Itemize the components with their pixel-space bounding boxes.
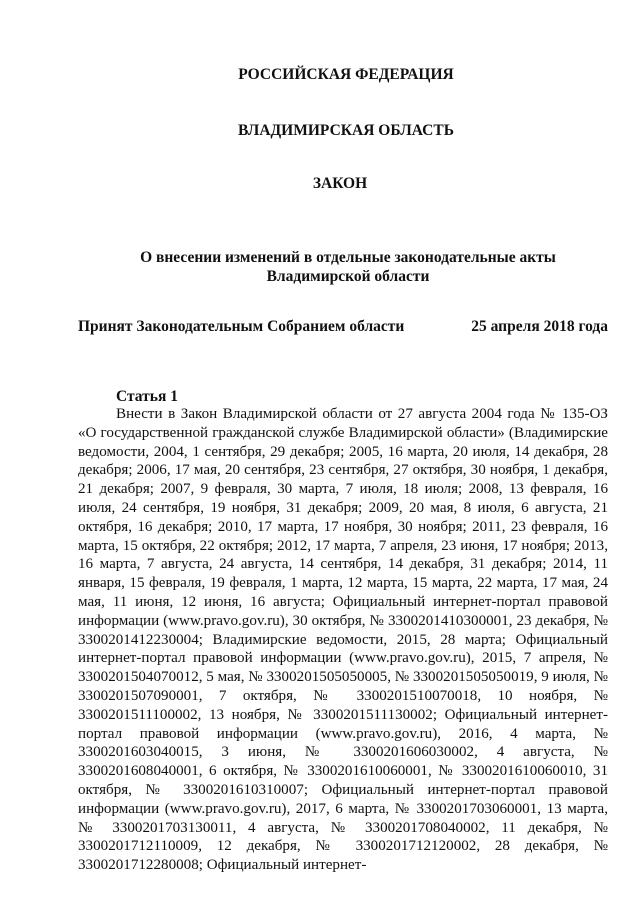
country-heading: РОССИЙСКАЯ ФЕДЕРАЦИЯ [238,66,454,83]
law-title-line-1: О внесении изменений в отдельные законодательные акты [140,249,556,266]
doc-type-heading: ЗАКОН [312,175,368,192]
adopted-date: 25 апреля 2018 года [471,318,608,335]
article-text: Внести в Закон Владимирской области от 27 августа 2004 года № 135-ОЗ «О государственной гражданской службе Владимирской области» (Владимирские ведомости, 2004, 1 сентября, 29 декабря; 2005, 16 марта, 20 июля, 14 декабря, 28 декабря; 2006, 17 мая, 20 сентября, 23 сентября, 27 октября, 30 ноября, 1 декабря, 21 декабря; 2007, 9 февраля, 30 марта, 7 июля, 18 июля; 2008, 13 февраля, 16 июля, 24 сентября, 19 ноября, 31 декабря; 2009, 20 мая, 8 июля, 6 августа, 21 октября, 16 декабря; 2010, 17 марта, 17 ноября, 30 ноября; 2011, 23 февраля, 16 марта, 15 октября, 22 октября; 2012, 17 марта, 7 апреля, 23 июня, 17 ноября; 2013, 16 марта, 7 августа, 24 августа, 14 сентября, 14 декабря, 31 декабря; 2014, 11 января, 15 февраля, 19 февраля, 1 марта, 12 марта, 15 марта, 22 марта, 17 мая, 24 мая, 11 июня, 12 июня, 16 августа; Официальный интернет-портал правовой информации (www.pravo.gov.ru), 30 октября, № 3300201410300001, 23 декабря, № 3300201412230004; Владимирские ведомости, 2015, 28 марта; Официальный интернет-портал правовой информации (www.pravo.gov.ru), 2015, 7 апреля, № 3300201504070012, 5 мая, № 3300201505050005, № 3300201505050019, 9 июля, № 3300201507090001, 7 октября, № 3300201510070018, 10 ноября, № 3300201511100002, 13 ноября, № 3300201511130002; Официальный интернет-портал правовой информации (www.pravo.gov.ru), 2016, 4 марта, № 3300201603040015, 3 июня, № 3300201606030002, 4 августа, № 3300201608040001, 6 октября, № 3300201610060001, № 3300201610060010, 31 октября, № 3300201610310007; Официальный интернет-портал правовой информации (www.pravo.gov.ru), 2017, 6 марта, № 3300201703060001, 13 марта, № 3300201703130011, 4 августа, № 3300201708040002, 11 декабря, № 3300201712110009, 12 декабря, № 3300201712120002, 28 декабря, № 3300201712280008; Официальный интернет- [78,406,608,874]
law-title [100,248,596,286]
adopted-by: Принят Законодательным Собранием области [78,318,405,335]
article-heading: Статья 1 [116,388,178,405]
region-heading: ВЛАДИМИРСКАЯ ОБЛАСТЬ [238,122,454,139]
adoption-line [78,318,608,336]
law-title-line-2: Владимирской области [266,268,430,285]
